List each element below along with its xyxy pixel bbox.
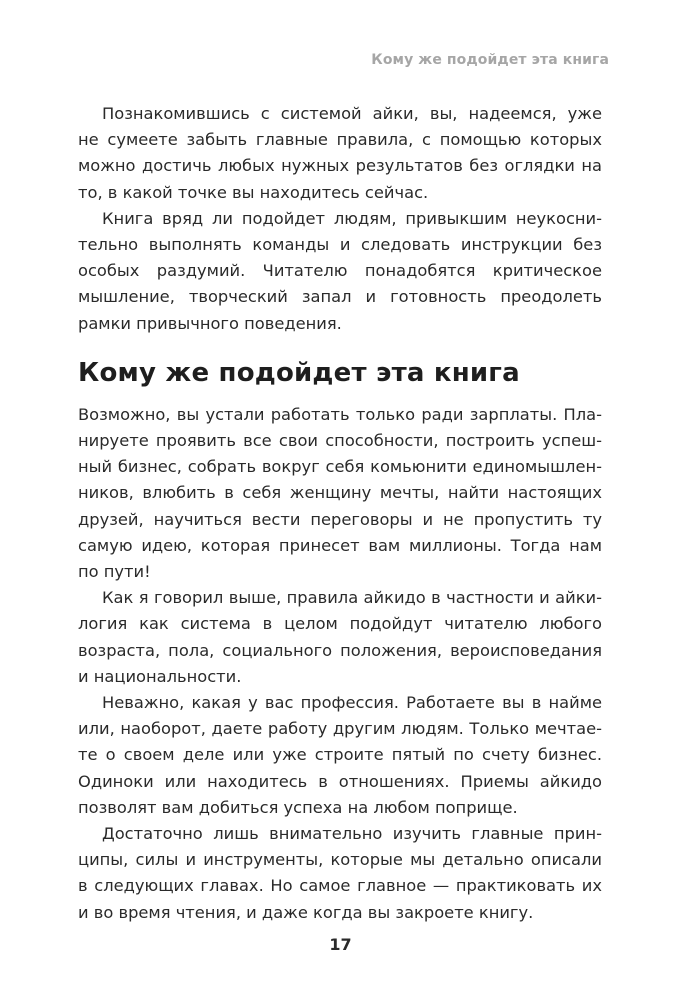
text-line: не сумеете забыть главные правила, с помощью которых [78, 130, 602, 150]
text-line: в следующих главах. Но самое главное — практиковать их [78, 876, 602, 896]
text-line: или, наоборот, даете работу другим людям. Только мечтае- [78, 719, 602, 739]
text-line: Достаточно лишь внимательно изучить главные прин- [102, 824, 602, 844]
text-line: те о своем деле или уже строите пятый по счету бизнес. [78, 745, 602, 765]
text-line: Неважно, какая у вас профессия. Работаете вы в найме [102, 693, 602, 713]
text-line: мышление, творческий запал и готовность преодолеть [78, 287, 602, 307]
text-line: ципы, силы и инструменты, которые мы детально описали [78, 850, 602, 870]
text-line: Возможно, вы устали работать только ради зарплаты. Пла- [78, 404, 602, 424]
page-number: 17 [329, 935, 352, 954]
text-line: рамки привычного поведения. [78, 313, 342, 333]
running-header-title: Кому же подойдет эта книга [371, 52, 609, 68]
text-line: логия как система в целом подойдут читателю любого [78, 614, 602, 634]
text-line: друзей, научиться вести переговоры и не пропустить ту [78, 509, 602, 529]
paragraph [78, 690, 602, 821]
text-line: Книга вряд ли подойдет людям, привыкшим неукосни- [102, 208, 602, 228]
page-body [78, 101, 602, 926]
text-line: можно достичь любых нужных результатов без оглядки на [78, 156, 602, 176]
paragraph [78, 402, 602, 585]
paragraph [78, 585, 602, 690]
paragraph [78, 821, 602, 926]
text-line: особых раздумий. Читателю понадобятся критическое [78, 261, 602, 281]
text-line: и во время чтения, и даже когда вы закроете книгу. [78, 902, 534, 922]
text-line: ный бизнес, собрать вокруг себя комьюнити единомышлен- [78, 457, 602, 477]
text-line: ников, влюбить в себя женщину мечты, найти настоящих [78, 483, 602, 503]
text-line: Познакомившись с системой айки, вы, надеемся, уже [102, 104, 602, 123]
text-line: самую идею, которая принесет вам миллионы. Тогда нам [78, 535, 602, 555]
text-line: то, в какой точке вы находитесь сейчас. [78, 182, 429, 202]
paragraph [78, 101, 602, 206]
text-line: тельно выполнять команды и следовать инструкции без [78, 235, 602, 255]
text-line: Как я говорил выше, правила айкидо в частности и айки- [102, 588, 602, 608]
section-heading: Кому же подойдет эта книга [78, 357, 520, 388]
text-line: Одиноки или находитесь в отношениях. Приемы айкидо [78, 771, 602, 791]
text-line: и национальности. [78, 666, 242, 686]
text-line: по пути! [78, 562, 151, 582]
text-line: возраста, пола, социального положения, вероисповедания [78, 640, 602, 660]
paragraph [78, 206, 602, 337]
text-line: позволят вам добиться успеха на любом поприще. [78, 797, 518, 817]
text-line: нируете проявить все свои способности, построить успеш- [78, 431, 602, 451]
